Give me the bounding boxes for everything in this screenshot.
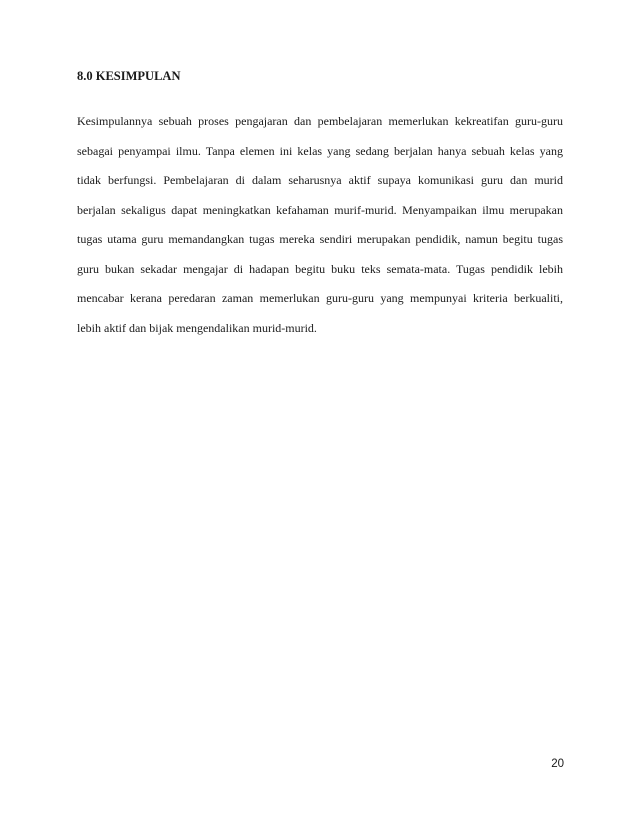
paragraph-line: tugas utama guru memandangkan tugas mereka sendiri merupakan pendidik, namun begitu tugas — [77, 232, 563, 246]
page-number: 20 — [551, 758, 564, 770]
paragraph-line: mencabar kerana peredaran zaman memerlukan guru-guru yang mempunyai kriteria berkualiti, — [77, 291, 563, 305]
paragraph-line: lebih aktif dan bijak mengendalikan murid-murid. — [77, 320, 317, 335]
paragraph-line: tidak berfungsi. Pembelajaran di dalam seharusnya aktif supaya komunikasi guru dan murid — [77, 173, 563, 187]
paragraph-line: guru bukan sekadar mengajar di hadapan begitu buku teks semata-mata. Tugas pendidik lebih — [77, 261, 563, 276]
paragraph-line: berjalan sekaligus dapat meningkatkan kefahaman murif-murid. Menyampaikan ilmu merupakan — [77, 202, 563, 217]
paragraph-line: sebagai penyampai ilmu. Tanpa elemen ini kelas yang sedang berjalan hanya sebuah kelas yang — [77, 143, 563, 158]
paragraph-line: Kesimpulannya sebuah proses pengajaran dan pembelajaran memerlukan kekreatifan guru-guru — [77, 114, 563, 128]
conclusion-paragraph — [77, 113, 563, 349]
section-heading: 8.0 KESIMPULAN — [77, 69, 181, 83]
